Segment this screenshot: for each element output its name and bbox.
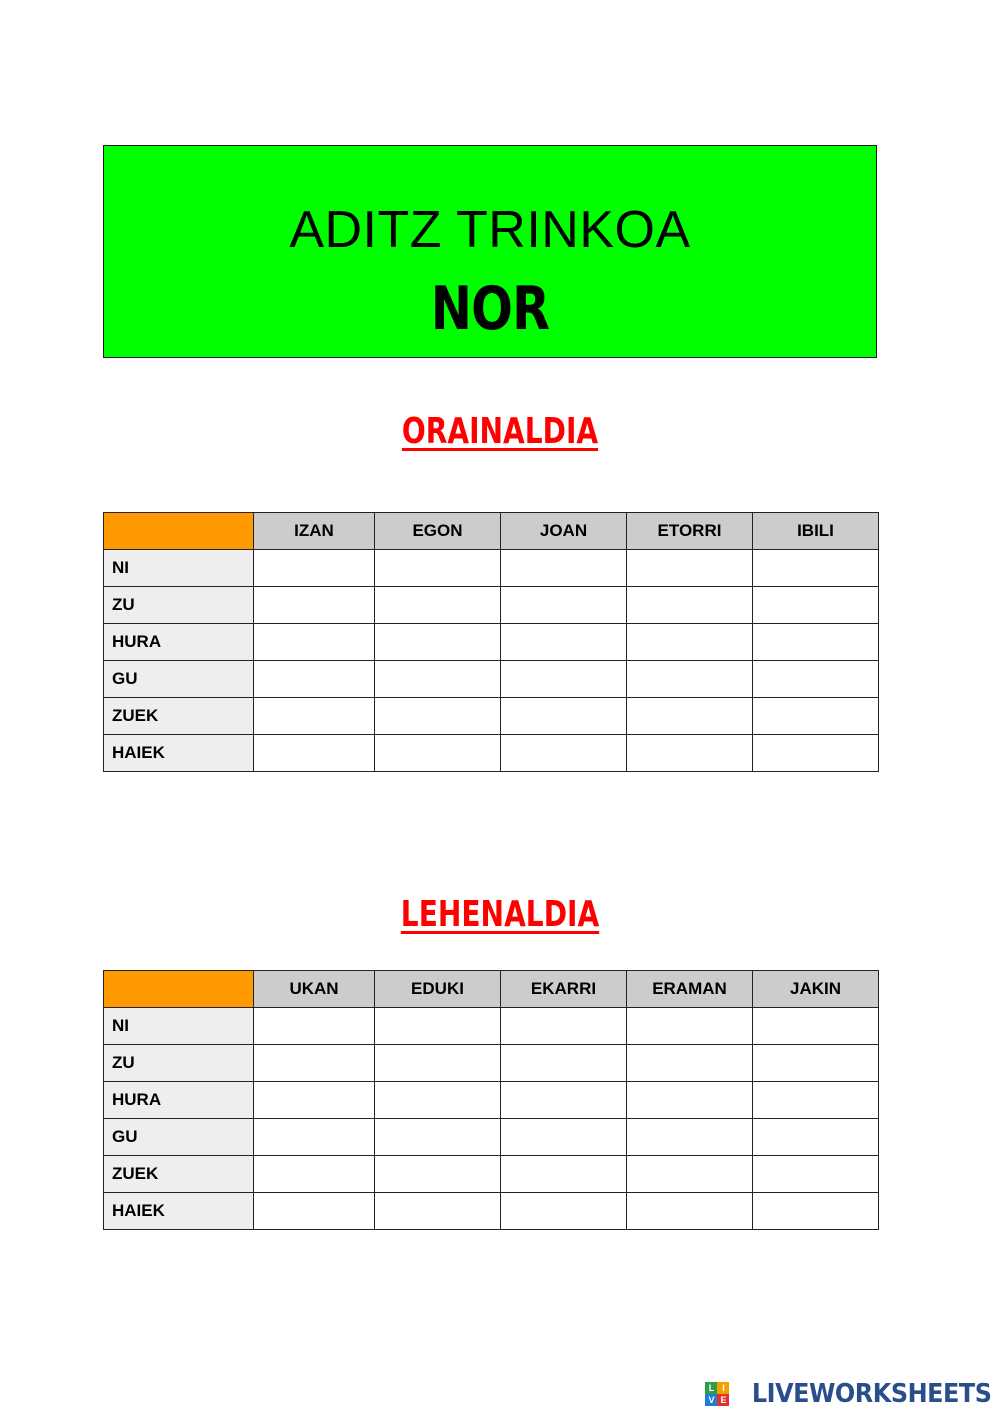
answer-cell[interactable]: [375, 1193, 501, 1230]
title-sub: NOR: [430, 274, 550, 344]
column-header: IZAN: [254, 513, 375, 550]
answer-cell[interactable]: [627, 1008, 753, 1045]
row-header: ZU: [104, 1045, 254, 1082]
answer-cell[interactable]: [501, 1119, 627, 1156]
row-header: NI: [104, 1008, 254, 1045]
corner-cell: [104, 971, 254, 1008]
conjugation-table-lehenaldia: [103, 970, 879, 1230]
answer-cell[interactable]: [753, 587, 879, 624]
table-row: [104, 1193, 879, 1230]
table-header-row: [104, 971, 879, 1008]
column-header: ERAMAN: [627, 971, 753, 1008]
liveworksheets-logo-icon: [705, 1382, 729, 1406]
answer-cell[interactable]: [627, 550, 753, 587]
table-row: [104, 735, 879, 772]
answer-cell[interactable]: [501, 624, 627, 661]
answer-cell[interactable]: [375, 698, 501, 735]
answer-cell[interactable]: [375, 1156, 501, 1193]
table-row: [104, 661, 879, 698]
answer-cell[interactable]: [375, 587, 501, 624]
answer-cell[interactable]: [627, 1119, 753, 1156]
answer-cell[interactable]: [627, 1045, 753, 1082]
answer-cell[interactable]: [627, 624, 753, 661]
answer-cell[interactable]: [501, 1045, 627, 1082]
answer-cell[interactable]: [254, 587, 375, 624]
table-row: [104, 1119, 879, 1156]
table-row: [104, 550, 879, 587]
table-row: [104, 624, 879, 661]
table-row: [104, 698, 879, 735]
answer-cell[interactable]: [753, 1045, 879, 1082]
answer-cell[interactable]: [753, 1119, 879, 1156]
answer-cell[interactable]: [627, 1156, 753, 1193]
answer-cell[interactable]: [501, 661, 627, 698]
title-banner: [103, 145, 877, 358]
answer-cell[interactable]: [254, 698, 375, 735]
logo-letter: V: [705, 1394, 717, 1406]
liveworksheets-brand: [705, 1379, 992, 1409]
answer-cell[interactable]: [254, 550, 375, 587]
row-header: HURA: [104, 1082, 254, 1119]
answer-cell[interactable]: [375, 1082, 501, 1119]
column-header: IBILI: [753, 513, 879, 550]
answer-cell[interactable]: [627, 661, 753, 698]
column-header: JAKIN: [753, 971, 879, 1008]
corner-cell: [104, 513, 254, 550]
answer-cell[interactable]: [501, 1156, 627, 1193]
brand-text: LIVEWORKSHEETS: [752, 1379, 992, 1409]
answer-cell[interactable]: [375, 550, 501, 587]
answer-cell[interactable]: [501, 550, 627, 587]
table-row: [104, 1008, 879, 1045]
answer-cell[interactable]: [254, 661, 375, 698]
row-header: HURA: [104, 624, 254, 661]
answer-cell[interactable]: [753, 1156, 879, 1193]
conjugation-table-orainaldia: [103, 512, 879, 772]
logo-letter: L: [705, 1382, 717, 1394]
answer-cell[interactable]: [254, 735, 375, 772]
column-header: EGON: [375, 513, 501, 550]
answer-cell[interactable]: [254, 1193, 375, 1230]
answer-cell[interactable]: [375, 1008, 501, 1045]
answer-cell[interactable]: [753, 698, 879, 735]
answer-cell[interactable]: [254, 1008, 375, 1045]
answer-cell[interactable]: [375, 735, 501, 772]
title-main: ADITZ TRINKOA: [289, 201, 691, 259]
answer-cell[interactable]: [501, 1193, 627, 1230]
table-row: [104, 587, 879, 624]
logo-letter: I: [717, 1382, 729, 1394]
row-header: HAIEK: [104, 735, 254, 772]
row-header: NI: [104, 550, 254, 587]
answer-cell[interactable]: [254, 1156, 375, 1193]
answer-cell[interactable]: [753, 1193, 879, 1230]
table-row: [104, 1045, 879, 1082]
section-heading-orainaldia: ORAINALDIA: [401, 411, 599, 452]
answer-cell[interactable]: [627, 1193, 753, 1230]
table-header-row: [104, 513, 879, 550]
column-header: JOAN: [501, 513, 627, 550]
section-heading-lehenaldia: LEHENALDIA: [400, 894, 600, 935]
column-header: ETORRI: [627, 513, 753, 550]
table-row: [104, 1156, 879, 1193]
answer-cell[interactable]: [501, 698, 627, 735]
answer-cell[interactable]: [375, 661, 501, 698]
answer-cell[interactable]: [254, 1045, 375, 1082]
answer-cell[interactable]: [627, 698, 753, 735]
answer-cell[interactable]: [375, 1045, 501, 1082]
answer-cell[interactable]: [753, 661, 879, 698]
answer-cell[interactable]: [753, 1082, 879, 1119]
answer-cell[interactable]: [375, 1119, 501, 1156]
row-header: ZU: [104, 587, 254, 624]
row-header: HAIEK: [104, 1193, 254, 1230]
answer-cell[interactable]: [501, 1082, 627, 1119]
answer-cell[interactable]: [254, 1082, 375, 1119]
table-row: [104, 1082, 879, 1119]
answer-cell[interactable]: [753, 550, 879, 587]
answer-cell[interactable]: [501, 735, 627, 772]
answer-cell[interactable]: [501, 587, 627, 624]
row-header: ZUEK: [104, 1156, 254, 1193]
answer-cell[interactable]: [254, 624, 375, 661]
answer-cell[interactable]: [254, 1119, 375, 1156]
answer-cell[interactable]: [627, 1082, 753, 1119]
row-header: GU: [104, 1119, 254, 1156]
answer-cell[interactable]: [627, 735, 753, 772]
answer-cell[interactable]: [753, 624, 879, 661]
row-header: ZUEK: [104, 698, 254, 735]
answer-cell[interactable]: [501, 1008, 627, 1045]
answer-cell[interactable]: [627, 587, 753, 624]
column-header: EDUKI: [375, 971, 501, 1008]
column-header: EKARRI: [501, 971, 627, 1008]
answer-cell[interactable]: [375, 624, 501, 661]
row-header: GU: [104, 661, 254, 698]
answer-cell[interactable]: [753, 1008, 879, 1045]
answer-cell[interactable]: [753, 735, 879, 772]
column-header: UKAN: [254, 971, 375, 1008]
logo-letter: E: [717, 1394, 729, 1406]
